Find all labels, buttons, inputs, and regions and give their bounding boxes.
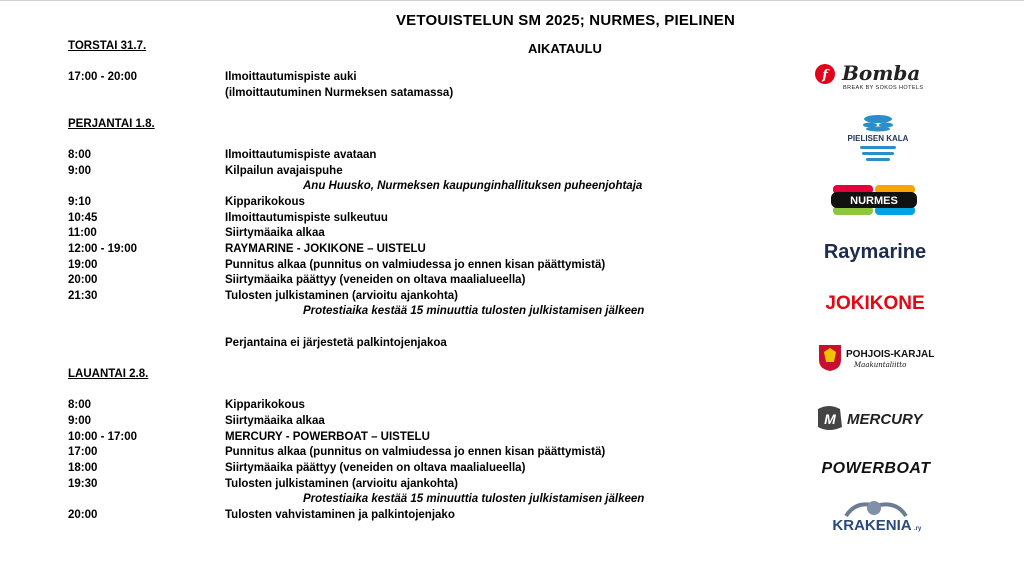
schedule-time: 9:00 xyxy=(68,415,92,427)
protest-note: Protestiaika kestää 15 minuuttia tulosten julkistamisen jälkeen xyxy=(303,493,645,505)
schedule-description: Tulosten julkistaminen (arvioitu ajankohta) xyxy=(225,290,459,302)
svg-text:Maakuntaliitto: Maakuntaliitto xyxy=(854,361,907,369)
krakenia-logo xyxy=(826,498,934,538)
schedule-time: 17:00 - 20:00 xyxy=(68,71,138,83)
svg-text:NURMES: NURMES xyxy=(850,195,898,207)
schedule-time: 21:30 xyxy=(68,290,98,302)
svg-text:Raymarine: Raymarine xyxy=(823,241,927,263)
svg-text:POWERBOAT: POWERBOAT xyxy=(821,460,931,477)
schedule-description: Tulosten vahvistaminen ja palkintojenjako xyxy=(225,509,455,521)
raymarine-logo xyxy=(817,238,933,264)
powerboat-logo xyxy=(802,456,950,478)
nurmes-logo xyxy=(831,184,917,216)
schedule-description: Ilmoittautumispiste avataan xyxy=(225,149,377,161)
schedule-description: RAYMARINE - JOKIKONE – UISTELU xyxy=(225,243,426,255)
svg-text:JOKIKONE: JOKIKONE xyxy=(825,293,925,314)
schedule-description: MERCURY - POWERBOAT – UISTELU xyxy=(225,431,430,443)
svg-text:PIELISEN KALA: PIELISEN KALA xyxy=(847,134,909,143)
day-heading-friday: PERJANTAI 1.8. xyxy=(68,118,155,130)
schedule-time: 18:00 xyxy=(68,462,98,474)
schedule-description: Kipparikokous xyxy=(225,196,305,208)
schedule-time: 8:00 xyxy=(68,149,92,161)
schedule-time: 19:30 xyxy=(68,478,98,490)
schedule-description: Kipparikokous xyxy=(225,399,305,411)
speaker-note: Anu Huusko, Nurmeksen kaupunginhallituksen puheenjohtaja xyxy=(303,180,643,192)
day-heading-thursday: TORSTAI 31.7. xyxy=(68,40,147,52)
schedule-time: 17:00 xyxy=(68,446,98,458)
schedule-description: Punnitus alkaa (punnitus on valmiudessa jo ennen kisan päättymistä) xyxy=(225,259,606,271)
schedule-time: 11:00 xyxy=(68,227,97,239)
bomba-logo xyxy=(812,58,932,94)
schedule-time: 9:10 xyxy=(68,196,92,208)
pielisen-kala-logo xyxy=(846,112,910,164)
svg-text:M: M xyxy=(824,411,836,427)
schedule-description: Tulosten julkistaminen (arvioitu ajankohta) xyxy=(225,478,459,490)
svg-text:KRAKENIA: KRAKENIA xyxy=(832,517,912,534)
schedule-time: 8:00 xyxy=(68,399,92,411)
pohjois-karjala-logo xyxy=(816,342,934,372)
jokikone-logo xyxy=(818,290,932,314)
schedule-time: 19:00 xyxy=(68,259,98,271)
schedule-time: 12:00 - 19:00 xyxy=(68,243,138,255)
schedule-time: 20:00 xyxy=(68,274,98,286)
schedule-description: Siirtymäaika päättyy (veneiden on oltava maalialueella) xyxy=(225,274,526,286)
svg-text:f: f xyxy=(822,68,828,83)
schedule-time: 10:00 - 17:00 xyxy=(68,431,138,443)
schedule-time: 20:00 xyxy=(68,509,98,521)
page-title: VETOUISTELUN SM 2025; NURMES, PIELINEN xyxy=(395,12,736,29)
no-ceremony-note: Perjantaina ei järjestetä palkintojenjakoa xyxy=(225,337,447,349)
top-divider xyxy=(0,0,1024,1)
schedule-time: 10:45 xyxy=(68,212,98,224)
mercury-logo xyxy=(814,403,936,433)
schedule-description: Siirtymäaika alkaa xyxy=(225,415,325,427)
schedule-description: Ilmoittautumispiste auki xyxy=(225,71,357,83)
svg-text:BREAK BY SOKOS HOTELS: BREAK BY SOKOS HOTELS xyxy=(843,85,924,91)
schedule-description: Kilpailun avajaispuhe xyxy=(225,165,343,177)
schedule-description: Siirtymäaika alkaa xyxy=(225,227,325,239)
day-heading-saturday: LAUANTAI 2.8. xyxy=(68,368,149,380)
schedule-description: Siirtymäaika päättyy (veneiden on oltava maalialueella) xyxy=(225,462,526,474)
svg-text:.ry: .ry xyxy=(914,526,922,532)
schedule-description: (ilmoittautuminen Nurmeksen satamassa) xyxy=(225,87,454,99)
svg-text:Bomba: Bomba xyxy=(842,61,921,85)
schedule-heading: AIKATAULU xyxy=(528,41,602,56)
schedule-description: Ilmoittautumispiste sulkeutuu xyxy=(225,212,388,224)
schedule-time: 9:00 xyxy=(68,165,92,177)
svg-text:MERCURY: MERCURY xyxy=(847,411,923,428)
protest-note: Protestiaika kestää 15 minuuttia tulosten julkistamisen jälkeen xyxy=(303,305,645,317)
schedule-description: Punnitus alkaa (punnitus on valmiudessa jo ennen kisan päättymistä) xyxy=(225,446,606,458)
svg-text:POHJOIS-KARJALA: POHJOIS-KARJALA xyxy=(846,349,934,360)
